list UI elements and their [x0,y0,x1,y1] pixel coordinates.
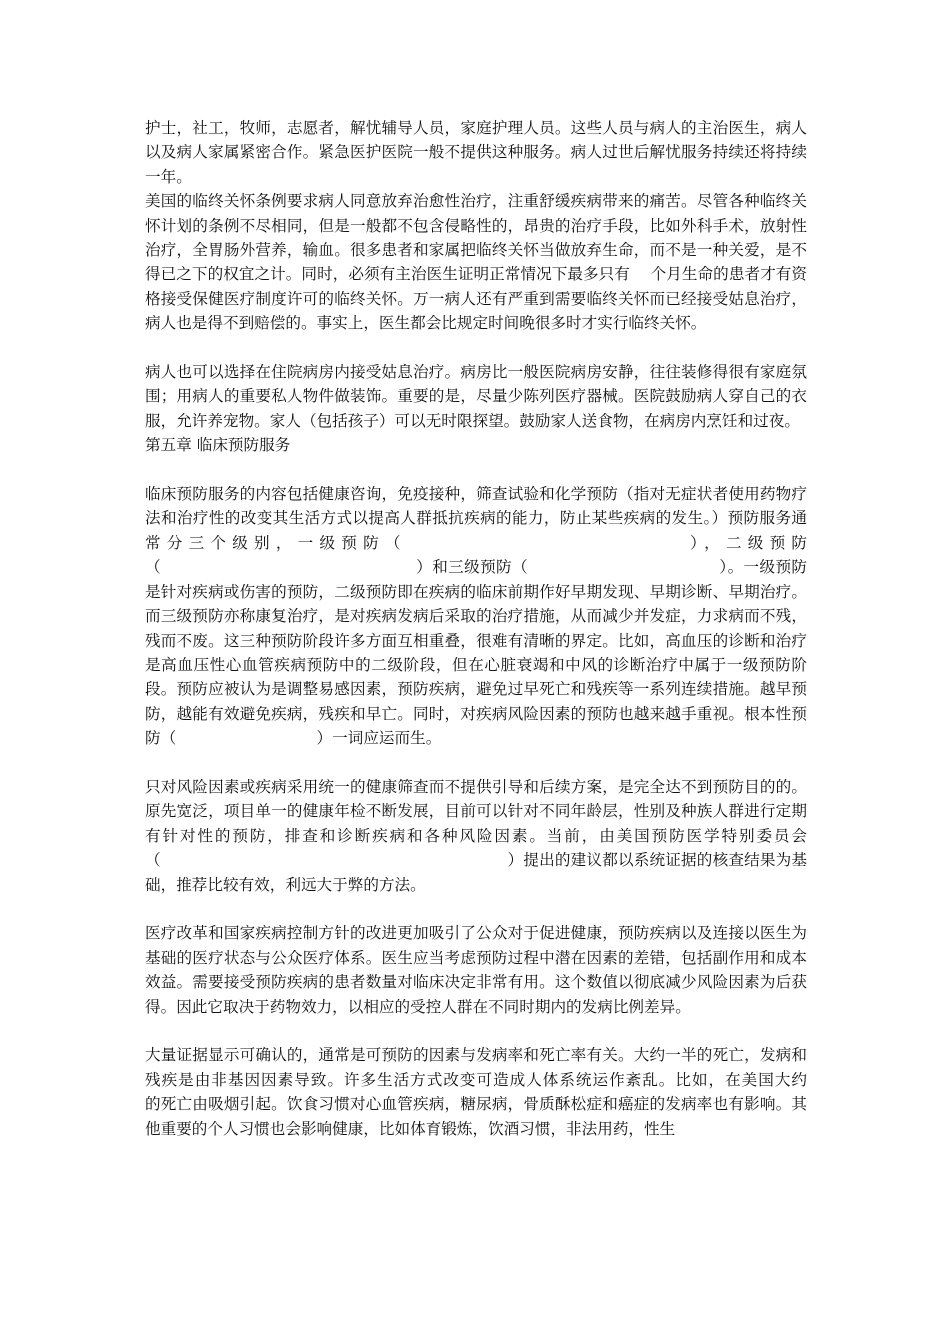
paragraph-prevention-levels: 临床预防服务的内容包括健康咨询，免疫接种，筛查试验和化学预防（指对无症状者使用药物疗法和治疗性的改变其生活方式以提高人群抵抗疾病的能力，防止某些疾病的发生。）预防服务通常分三个级别，一级预防（ ），二级预防（ ）和三级预防（ ）。一级预防是针对疾病或伤害的预防，二级预防即在疾病的临床前期作好早期发现、早期诊断、早期治疗。而三级预防亦称康复治疗，是对疾病发病后采取的治疗措施，从而减少并发症，力求病而不残，残而不废。这三种预防阶段许多方面互相重叠，很难有清晰的界定。比如，高血压的诊断和治疗是高血压性心血管疾病预防中的二级阶段，但在心脏衰竭和中风的诊断治疗中属于一级预防阶段。预防应被认为是调整易感因素，预防疾病，避免过早死亡和残疾等一系列连续措施。越早预防，越能有效避免疾病，残疾和早亡。同时，对疾病风险因素的预防也越来越手重视。根本性预防（ ）一词应运而生。 [145,485,807,748]
document-body [145,116,844,1141]
paragraph-gap [145,897,807,921]
paragraph-inpatient-palliative: 病人也可以选择在住院病房内接受姑息治疗。病房比一般医院病房安静，往往装修得很有家庭氛围；用病人的重要私人物件做装饰。重要的是，尽量少陈列医疗器械。医院鼓励病人穿自己的衣服，允许养宠物。家人（包括孩子）可以无时限探望。鼓励家人送食物，在病房内烹饪和过夜。 [145,363,807,430]
paragraph-gap [145,458,807,482]
paragraph-hospice-staff: 护士，社工，牧师，志愿者，解忧辅导人员，家庭护理人员。这些人员与病人的主治医生，病人以及病人家属紧密合作。紧急医护医院一般不提供这种服务。病人过世后解忧服务持续还将持续一年。 [145,119,807,186]
paragraph-hospice-regulations: 美国的临终关怀条例要求病人同意放弃治愈性治疗，注重舒缓疾病带来的痛苦。尽管各种临终关怀计划的条例不尽相同，但是一般都不包含侵略性的，昂贵的治疗手段，比如外科手术，放射性治疗，全胃肠外营养，输血。很多患者和家属把临终关怀当做放弃生命，而不是一种关爱，是不得已之下的权宜之计。同时，必须有主治医生证明正常情况下最多只有 个月生命的患者才有资格接受保健医疗制度许可的临终关怀。万一病人还有严重到需要临终关怀而已经接受姑息治疗，病人也是得不到赔偿的。事实上，医生都会比规定时间晚很多时才实行临终关怀。 [145,192,807,333]
paragraph-risk-factors: 大量证据显示可确认的，通常是可预防的因素与发病率和死亡率有关。大约一半的死亡，发病和残疾是由非基因因素导致。许多生活方式改变可造成人体系统运作紊乱。比如，在美国大约 的死亡由吸烟引起。饮食习惯对心血管疾病，糖尿病，骨质酥松症和癌症的发病率也有影响。其他重要的个人习惯也会影响健康，比如体育锻炼，饮酒习惯，非法用药，性生 [145,1046,844,1138]
paragraph-gap [145,336,807,360]
paragraph-health-reform: 医疗改革和国家疾病控制方针的改进更加吸引了公众对于促进健康，预防疾病以及连接以医生为基础的医疗状态与公众医疗体系。医生应当考虑预防过程中潜在因素的差错，包括副作用和成本效益。需要接受预防疾病的患者数量对临床决定非常有用。这个数值以彻底减少风险因素为后获得。因此它取决于药物效力，以相应的受控人群在不同时期内的发病比例差异。 [145,924,807,1016]
paragraph-gap [145,751,807,775]
paragraph-gap [145,1019,807,1043]
paragraph-screening: 只对风险因素或疾病采用统一的健康筛查而不提供引导和后续方案，是完全达不到预防目的的。原先宽泛，项目单一的健康年检不断发展，目前可以针对不同年龄层，性别及种族人群进行定期有针对性的预防，排查和诊断疾病和各种风险因素。当前，由美国预防医学特别委员会（ ）提出的建议都以系统证据的核查结果为基础，推荐比较有效，利远大于弊的方法。 [145,777,807,894]
chapter-heading: 第五章 临床预防服务 [145,436,291,455]
